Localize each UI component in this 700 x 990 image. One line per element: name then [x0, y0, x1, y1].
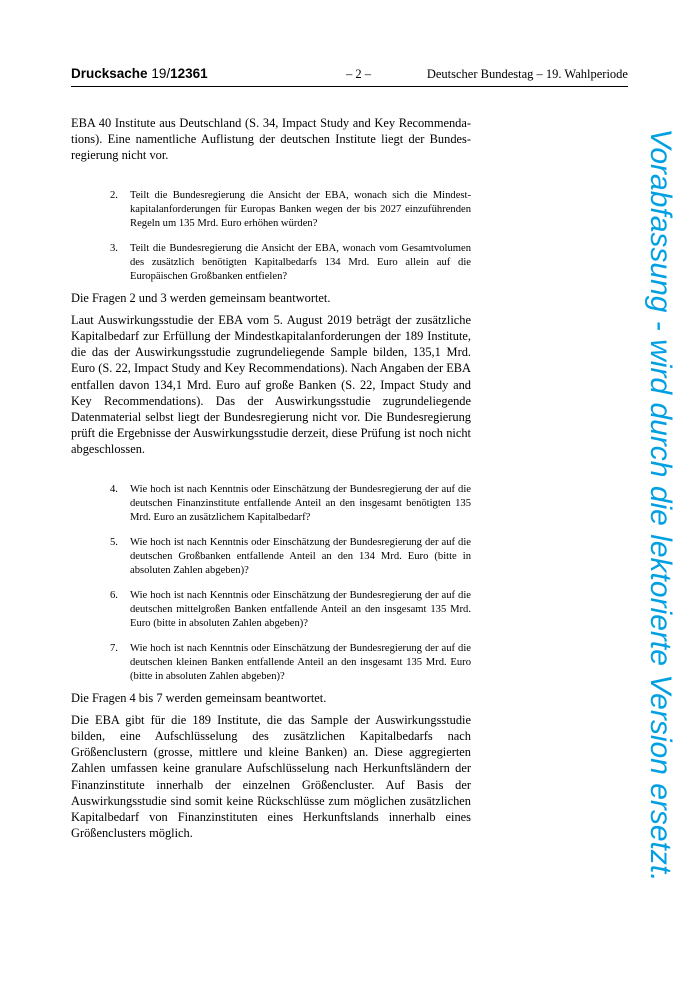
document-body — [71, 115, 471, 847]
answer-paragraph: Die EBA gibt für die 189 Institute, die das Sample der Auswirkungsstudie bilden, eine Aufschlüsselung des zusätzlichen Kapitalbedarfs nach Größenclustern (grosse, mittlere und kleine Banken) an. Diese aggregierten Zahlen umfassen keine granulare Aufschlüsselung nach Herkunftsländern der Finanzinstitute innerhalb der einzelnen Größencluster. Auf Basis der Auswirkungsstudie sind somit keine Rückschlüsse zum möglichen zusätzlichen Kapitalbedarf von Finanzinstituten eines Herkunftslands innerhalb eines Größenclusters möglich. — [71, 712, 471, 841]
answer-paragraph: Laut Auswirkungsstudie der EBA vom 5. August 2019 beträgt der zusätzliche Kapitalbedarf zur Erfüllung der Mindestkapitalanforderungen der 189 Institute, die das der Auswirkungsstudie zugrundeliegende Sample bilden, 135,1 Mrd. Euro (S. 22, Impact Study and Key Recommendations). Nach Angaben der EBA entfallen davon 134,1 Mrd. Euro auf große Banken (S. 22, Impact Study and Key Recommendations). Das der Auswirkungsstudie zugrundeliegende Datenmaterial selbst liegt der Bundesregierung nicht vor. Die Bundesregierung prüft die Ergebnisse der Auswirkungsstudie derzeit, diese Prüfung ist noch nicht abgeschlossen. — [71, 312, 471, 457]
question-item: 5. Wie hoch ist nach Kenntnis oder Einschätzung der Bundesregierung der auf die deutschen Großbanken entfallende Anteil an den 134 Mrd. Euro (bitte in absoluten Zahlen abgeben)? — [110, 536, 471, 576]
watermark-text: Vorabfassung - wird durch die lektorierte Version ersetzt. — [644, 128, 677, 882]
question-item: 4. Wie hoch ist nach Kenntnis oder Einschätzung der Bundesregierung der auf die deutschen Finanzinstitute entfallende Anteil an den insgesamt benötigten 135 Mrd. Euro an zusätzlichem Kapitalbedarf? — [110, 483, 471, 523]
question-group-1 — [71, 189, 471, 284]
watermark — [644, 110, 684, 900]
answer-intro: Die Fragen 4 bis 7 werden gemeinsam beantwortet. — [71, 690, 327, 705]
document-number: Drucksache 19/12361 — [71, 66, 208, 81]
question-item: 6. Wie hoch ist nach Kenntnis oder Einschätzung der Bundesregierung der auf die deutschen mittelgroßen Banken entfallende Anteil an den insgesamt 135 Mrd. Euro (bitte in absoluten Zahlen abgeben)? — [110, 589, 471, 629]
question-item: 7. Wie hoch ist nach Kenntnis oder Einschätzung der Bundesregierung der auf die deutschen kleinen Banken entfallende Anteil an den insgesamt 135 Mrd. Euro (bitte in absoluten Zahlen abgeben)? — [110, 642, 471, 682]
page-number: – 2 – — [346, 67, 371, 81]
question-group-2 — [71, 483, 471, 684]
answer-intro: Die Fragen 2 und 3 werden gemeinsam beantwortet. — [71, 290, 331, 305]
institution-label: Deutscher Bundestag – 19. Wahlperiode — [426, 67, 628, 81]
question-item: 3. Teilt die Bundesregierung die Ansicht der EBA, wonach vom Gesamtvolumen des zusätzlich benötigten Kapitalbedarfs 134 Mrd. Euro allein auf die Europäischen Großbanken entfielen? — [110, 242, 471, 282]
question-item: 2. Teilt die Bundesregierung die Ansicht der EBA, wonach sich die Mindestkapitalanforderungen für Europas Banken wegen der bis 2027 einzuführenden Regeln um 135 Mrd. Euro erhöhen würden? — [110, 189, 471, 229]
intro-paragraph: EBA 40 Institute aus Deutschland (S. 34, Impact Study and Key Recommendations). Eine namentliche Auflistung der deutschen Institute liegt der Bundesregierung nicht vor. — [71, 116, 471, 163]
page-header — [71, 66, 628, 87]
